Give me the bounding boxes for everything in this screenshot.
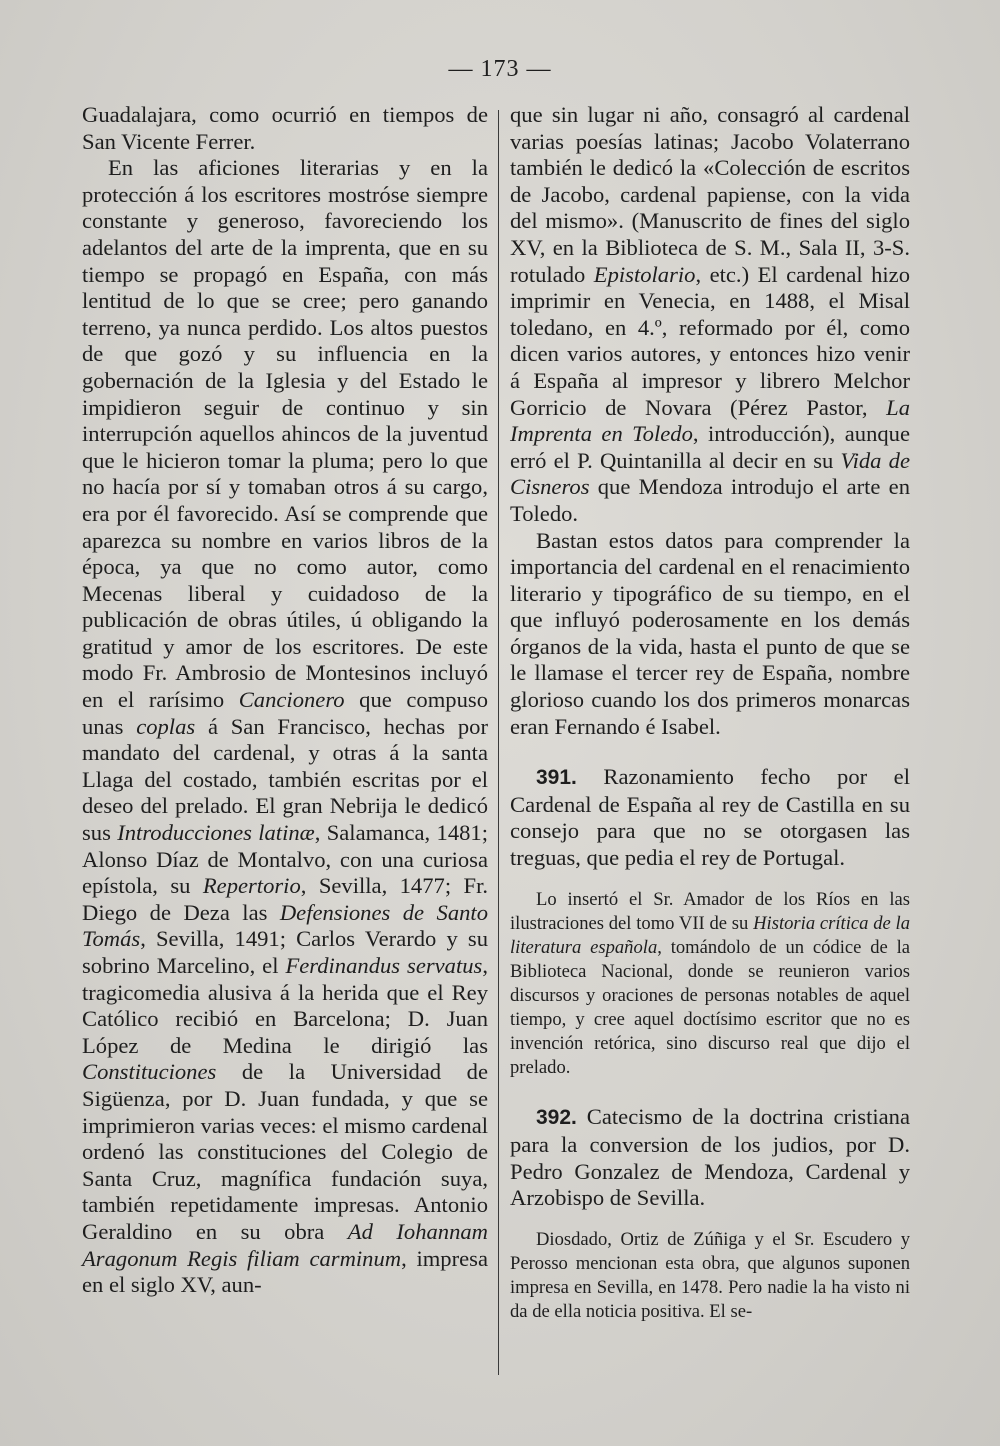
italic-title: Constituciones — [82, 1059, 217, 1085]
text-segment: á San Francisco, hechas por mandato del cardenal, y otras á la santa Llaga del costado, también escritas por el deseo del prelado. El gran Nebrija le dedicó sus — [82, 713, 488, 846]
entry-392-note: Diosdado, Ortiz de Zúñiga y el Sr. Escudero y Perosso mencionan esta obra, que algunos suponen impresa en Sevilla, en 1478. Pero nadie la ha visto ni da de ella noticia positiva. El se- — [510, 1228, 910, 1323]
italic-title: Historia crítica de la literatura española — [510, 912, 910, 958]
entry-391-heading — [510, 764, 910, 871]
entry-title: Catecismo de la doctrina cristiana para la conversion de los judios, por D. Pedro Gonzalez de Mendoza, Cardenal y Arzobispo de Sevilla. — [510, 1104, 910, 1211]
right-paragraph-2: Bastan estos datos para comprender la importancia del cardenal en el renacimiento literario y tipográfico de su tiempo, en el que influyó poderosamente en los demás órganos de la vida, hasta el punto de que se le llamase el tercer rey de España, nombre glorioso cuando los dos primeros monarcas eran Fernando é Isabel. — [510, 527, 910, 739]
text-segment: , etc.) El cardenal hizo imprimir en Venecia, en 1488, el Misal toledano, en 4.º, reformado por él, como dicen varios autores, y entonces hizo venir á España al impresor y librero Melchor Gorricio de Novara (Pérez Pastor, — [510, 261, 911, 420]
right-paragraph-1 — [510, 102, 910, 528]
text-segment: que Mendoza introdujo el arte en Toledo. — [510, 474, 910, 526]
text-segment: Lo insertó el Sr. Amador de los Ríos en las ilustraciones del tomo VII de su — [510, 888, 910, 934]
text-segment: , Sevilla, 1491; Carlos Verardo y su sobrino Marcelino, el — [82, 926, 488, 978]
text-segment: que compuso unas — [82, 687, 488, 739]
italic-title: Vida de Cisneros — [510, 447, 910, 500]
italic-title: Ad Iohannam Aragonum Regis filiam carminum — [82, 1218, 488, 1271]
italic-title: Repertorio — [202, 873, 301, 899]
page-number: — 173 — — [448, 56, 552, 82]
entry-392-heading — [510, 1104, 910, 1211]
entry-391-note — [510, 888, 910, 1081]
italic-title: Ferdinandus servatus — [285, 953, 483, 978]
italic-title: La Imprenta en Toledo — [510, 394, 910, 447]
left-column — [82, 102, 488, 1299]
left-paragraph-1: Guadalajara, como ocurrió en tiempos de San Vicente Ferrer. — [82, 102, 488, 154]
entry-title: Razonamiento fecho por el Cardenal de España al rey de Castilla en su consejo para que no se otorgasen las treguas, que pedia el rey de Portugal. — [510, 764, 910, 871]
text-segment: , impresa en el siglo XV, aun- — [82, 1245, 488, 1298]
text-segment: de la Universidad de Sigüenza, por D. Juan fundada, y que se imprimieron varias veces: el mismo cardenal ordenó las constituciones del Colegio de Santa Cruz, magnífica fundación suya, también repetidamente impresas. Antonio Geraldino en su obra — [82, 1059, 488, 1244]
entry-number: 392. — [536, 1106, 577, 1130]
italic-title: Defensiones de Santo Tomás — [82, 899, 488, 952]
italic-title: Epistolario — [593, 261, 696, 287]
right-column — [510, 102, 910, 1324]
text-segment: , Salamanca, 1481; Alonso Díaz de Montalvo, con una curiosa epístola, su — [82, 820, 488, 899]
text-segment: , Sevilla, 1477; Fr. Diego de Deza las — [82, 873, 489, 925]
italic-title: Cancionero — [238, 687, 345, 713]
italic-title: Introducciones latinæ — [117, 820, 315, 846]
text-segment: que sin lugar ni año, consagró al cardenal varias poesías latinas; Jacobo Volaterrano también le dedicó la «Colección de escritos de Jacobo, cardenal papiense, con la vida del mismo». (Manuscrito de fines del siglo XV, en la Biblioteca de S. M., Sala II, 3-S. rotulado — [510, 102, 910, 287]
entry-number: 391. — [536, 766, 577, 790]
text-segment: , introducción), aunque erró el P. Quintanilla al decir en su — [510, 421, 910, 473]
left-paragraph-2 — [82, 155, 488, 1299]
text-segment: En las aficiones literarias y en la protección á los escritores mostróse siempre constante y generoso, favoreciendo los adelantos del arte de la imprenta, que en su tiempo se propagó en España, con más lentitud de lo que se cree; pero ganando terreno, ya nunca perdido. Los altos puestos de que gozó y su influencia en la gobernación de la Iglesia y del Estado le impidieron seguir de continuo y sin interrupción aquellos ahincos de la juventud que le hicieron tomar la pluma; pero lo que no hacía por sí y tomaban otros á su cargo, era por él favorecido. Así se comprende que aparezca su nombre en varios libros de la época, ya que no como autor, como Mecenas liberal y cuidadoso de la publicación de obras útiles, ú obligando la gratitud y amor de los escritores. De este modo Fr. Ambrosio de Montesinos incluyó en el rarísimo — [82, 155, 488, 713]
text-segment: , tragicomedia alusiva á la herida que el Rey Católico recibió en Barcelona; D. Juan López de Medina le dirigió las — [82, 953, 489, 1058]
text-segment: , tomándolo de un códice de la Biblioteca Nacional, donde se reunieron varios discursos y oraciones de personas notables de aquel tiempo, y cree aquel doctísimo escritor que no es invención retórica, sino discurso real que dijo el prelado. — [510, 936, 910, 1079]
column-divider — [498, 110, 499, 1375]
italic-title: coplas — [136, 713, 196, 739]
